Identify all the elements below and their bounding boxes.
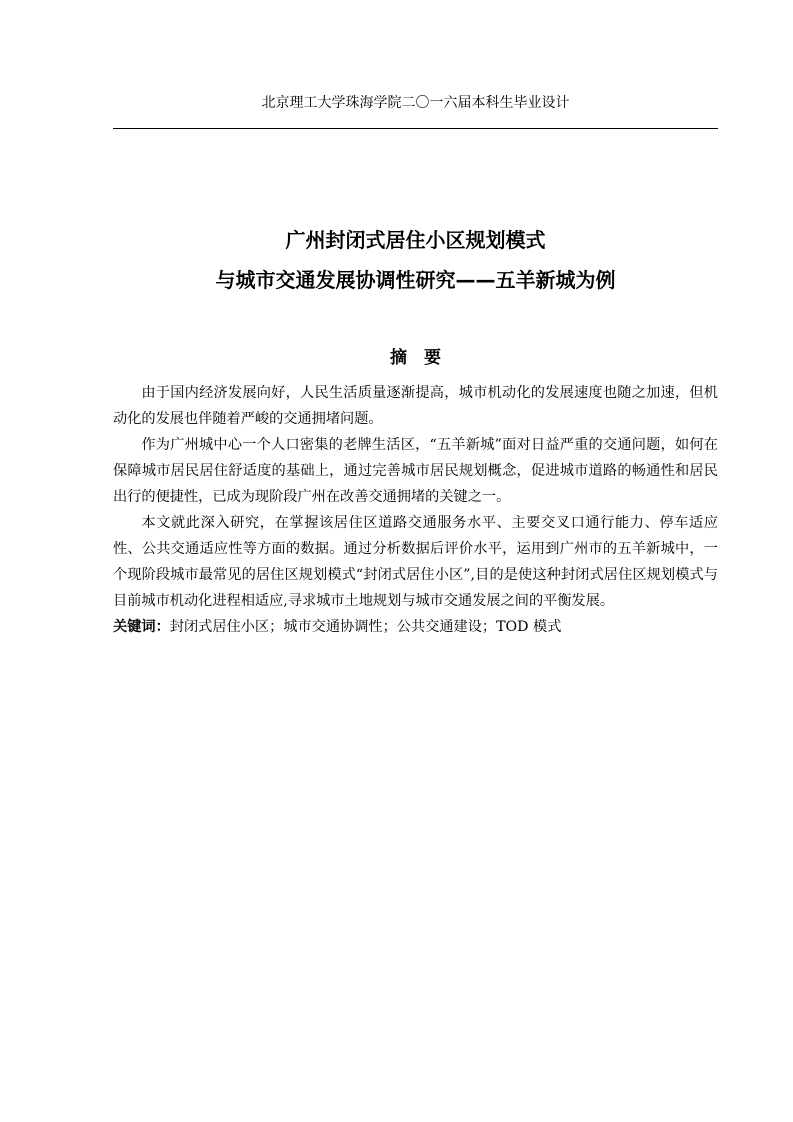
abstract-body	[113, 380, 718, 640]
keywords-text: 封闭式居住小区；城市交通协调性；公共交通建设；TOD 模式	[169, 619, 562, 635]
keywords-line	[113, 614, 718, 640]
thesis-title	[113, 220, 718, 300]
abstract-paragraph-3: 本文就此深入研究，在掌握该居住区道路交通服务水平、主要交叉口通行能力、停车适应性、公共交通适应性等方面的数据。通过分析数据后评价水平，运用到广州市的五羊新城中，一个现阶段城市最常见的居住区规划模式“封闭式居住小区”,目的是使这种封闭式居住区规划模式与目前城市机动化进程相适应,寻求城市土地规划与城市交通发展之间的平衡发展。	[113, 515, 718, 609]
abstract-paragraph-1: 由于国内经济发展向好，人民生活质量逐渐提高，城市机动化的发展速度也随之加速，但机动化的发展也伴随着严峻的交通拥堵问题。	[113, 385, 718, 427]
title-line-2: 与城市交通发展协调性研究——五羊新城为例	[215, 268, 616, 292]
header-rule	[113, 128, 718, 129]
keywords-label: 关键词：	[113, 619, 170, 635]
running-header: 北京理工大学珠海学院二〇一六届本科生毕业设计	[261, 95, 570, 111]
abstract-heading: 摘 要	[390, 348, 441, 368]
abstract-paragraph-2: 作为广州城中心一个人口密集的老牌生活区，“五羊新城”面对日益严重的交通问题，如何在保障城市居民居住舒适度的基础上，通过完善城市居民规划概念，促进城市道路的畅通性和居民出行的便捷性，已成为现阶段广州在改善交通拥堵的关键之一。	[113, 437, 718, 505]
title-line-1: 广州封闭式居住小区规划模式	[285, 228, 546, 252]
